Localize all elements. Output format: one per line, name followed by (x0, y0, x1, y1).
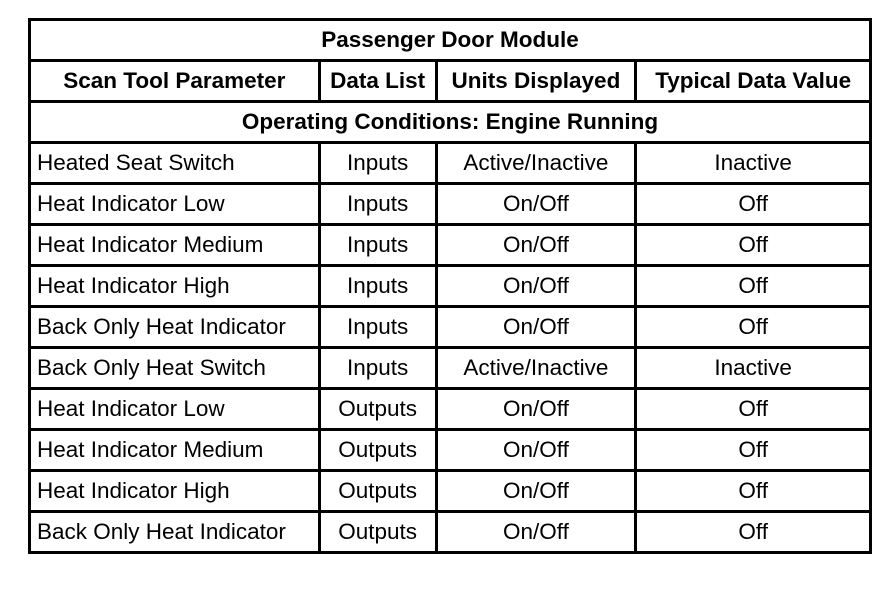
table-row (31, 431, 869, 469)
cell-parameter: Back Only Heat Indicator (31, 513, 318, 551)
cell-data-list: Outputs (321, 513, 435, 551)
cell-data-list: Inputs (321, 226, 435, 264)
cell-data-list: Inputs (321, 267, 435, 305)
cell-data-list: Inputs (321, 308, 435, 346)
header-units-displayed: Units Displayed (438, 62, 635, 100)
table-row (31, 349, 869, 387)
cell-parameter: Heat Indicator Medium (31, 431, 318, 469)
cell-typical-value: Off (637, 431, 869, 469)
cell-units: On/Off (438, 431, 635, 469)
table-row (31, 472, 869, 510)
cell-units: On/Off (438, 472, 635, 510)
cell-data-list: Inputs (321, 144, 435, 182)
cell-typical-value: Off (637, 308, 869, 346)
condition-row (31, 103, 869, 141)
header-row (31, 62, 869, 100)
table-row (31, 390, 869, 428)
cell-units: On/Off (438, 267, 635, 305)
cell-typical-value: Inactive (637, 144, 869, 182)
cell-parameter: Heat Indicator Low (31, 390, 318, 428)
table-body (31, 144, 869, 551)
cell-typical-value: Off (637, 513, 869, 551)
cell-units: On/Off (438, 226, 635, 264)
cell-parameter: Heat Indicator High (31, 267, 318, 305)
header-typical-data-value: Typical Data Value (637, 62, 869, 100)
scan-tool-data-table (28, 18, 872, 554)
cell-typical-value: Off (637, 267, 869, 305)
cell-units: On/Off (438, 308, 635, 346)
cell-units: On/Off (438, 390, 635, 428)
table-row (31, 267, 869, 305)
cell-parameter: Heat Indicator Medium (31, 226, 318, 264)
cell-parameter: Back Only Heat Switch (31, 349, 318, 387)
cell-typical-value: Off (637, 472, 869, 510)
table-title: Passenger Door Module (31, 21, 869, 59)
title-row (31, 21, 869, 59)
cell-data-list: Outputs (321, 390, 435, 428)
cell-parameter: Back Only Heat Indicator (31, 308, 318, 346)
cell-units: Active/Inactive (438, 349, 635, 387)
table-row (31, 226, 869, 264)
table-row (31, 513, 869, 551)
table-row (31, 308, 869, 346)
cell-data-list: Inputs (321, 185, 435, 223)
cell-units: Active/Inactive (438, 144, 635, 182)
cell-typical-value: Off (637, 390, 869, 428)
cell-typical-value: Inactive (637, 349, 869, 387)
cell-units: On/Off (438, 185, 635, 223)
operating-conditions: Operating Conditions: Engine Running (31, 103, 869, 141)
cell-units: On/Off (438, 513, 635, 551)
table-row (31, 144, 869, 182)
cell-data-list: Outputs (321, 472, 435, 510)
header-scan-tool-parameter: Scan Tool Parameter (31, 62, 318, 100)
cell-data-list: Inputs (321, 349, 435, 387)
table-row (31, 185, 869, 223)
cell-parameter: Heat Indicator High (31, 472, 318, 510)
cell-parameter: Heat Indicator Low (31, 185, 318, 223)
header-data-list: Data List (321, 62, 435, 100)
cell-typical-value: Off (637, 185, 869, 223)
cell-parameter: Heated Seat Switch (31, 144, 318, 182)
data-table-container (28, 18, 872, 554)
cell-typical-value: Off (637, 226, 869, 264)
cell-data-list: Outputs (321, 431, 435, 469)
